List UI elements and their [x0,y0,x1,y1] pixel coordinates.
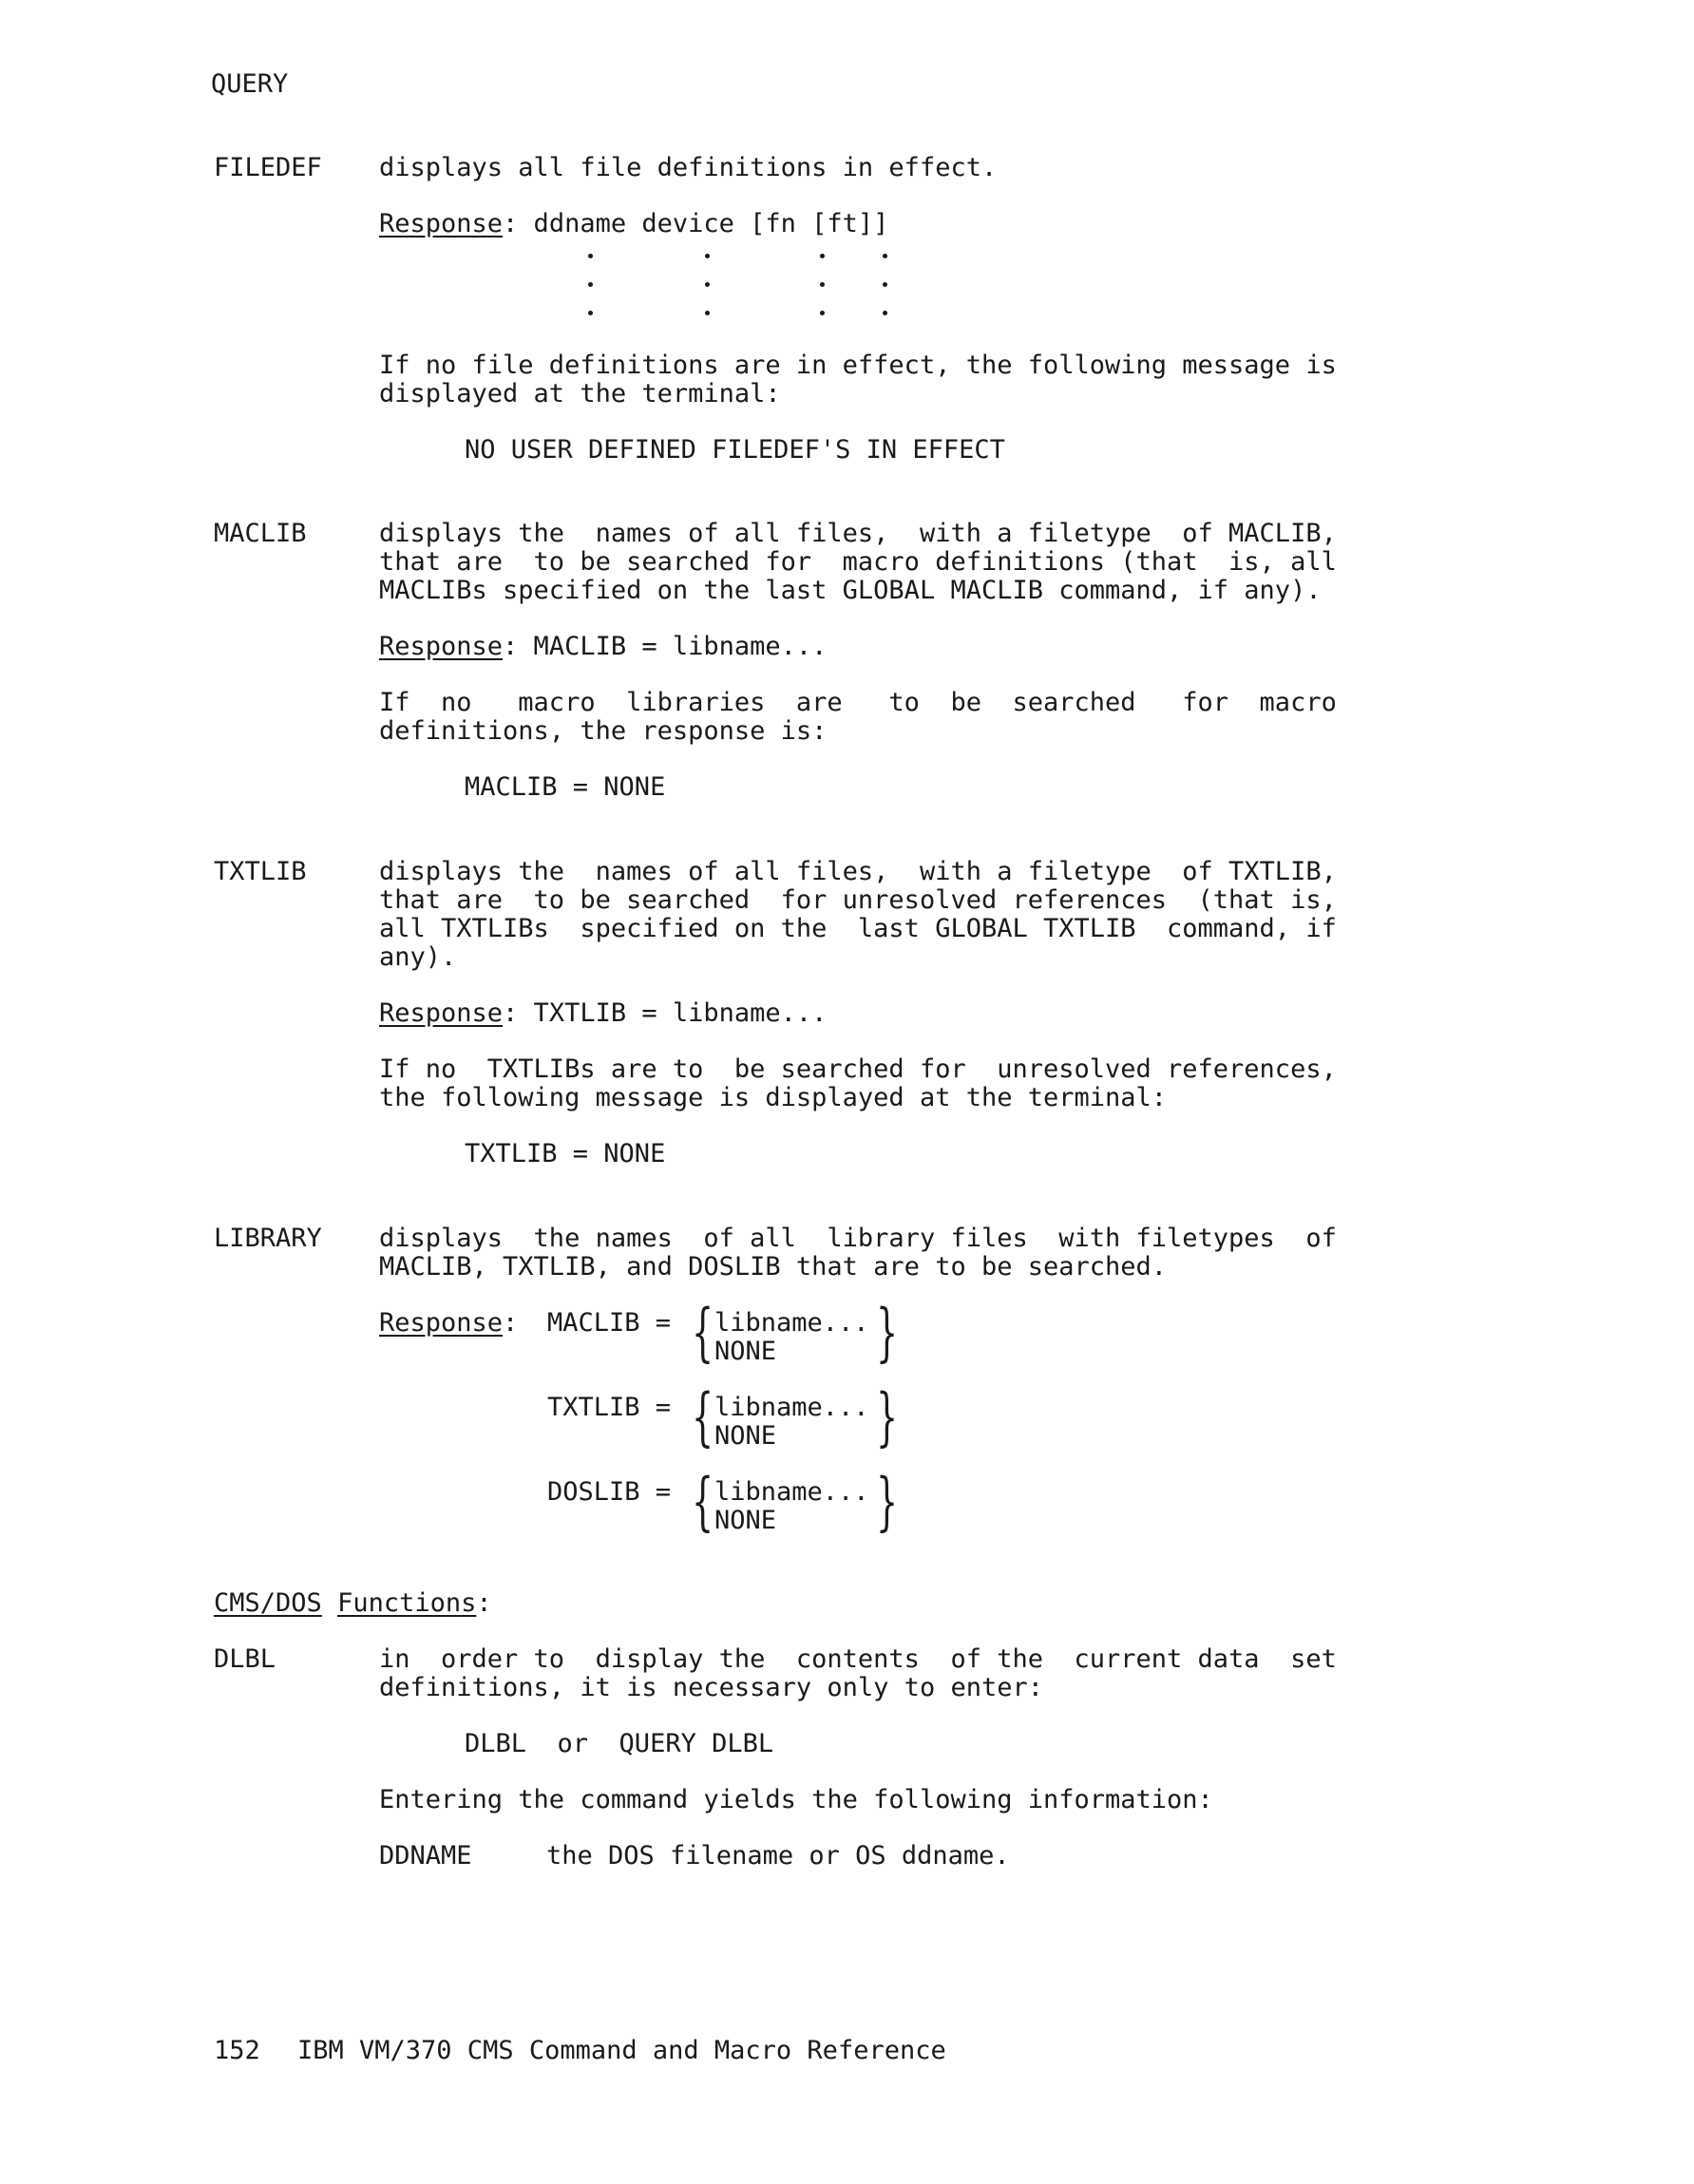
filedef-response [379,210,888,238]
txtlib-desc-line2: that are to be searched for unresolved references (that is, [379,885,1337,915]
dot [883,254,887,258]
maclib-none-line1: If no macro libraries are to be searched for macro [379,688,1337,717]
dlbl-yields: Entering the command yields the following information: [379,1785,1213,1814]
response-label: Response [379,209,504,238]
right-brace: } [876,1465,899,1538]
dlbl-desc-line1: in order to display the contents of the current data set [379,1644,1337,1674]
library-response-label [379,1309,518,1338]
response-text: : ddname device [fn [ft]] [503,209,889,238]
right-brace: } [876,1380,899,1453]
library-desc-line1: displays the names of all library files with filetypes of [379,1224,1337,1253]
page-number: 152 [214,2036,260,2065]
response-label: Response [379,1308,504,1338]
library-row-name: MACLIB = [547,1308,672,1338]
filedef-description: displays all file definitions in effect. [379,153,998,182]
maclib-none-line2: definitions, the response is: [379,716,828,746]
heading-part: CMS/DOS [214,1588,322,1618]
maclib-none-value: MACLIB = NONE [465,772,666,802]
heading-part: Functions [337,1588,477,1618]
filedef-nodef-line2: displayed at the terminal: [379,379,781,408]
dot [705,311,710,315]
maclib-desc-line1: displays the names of all files, with a filetype of MACLIB, [379,519,1337,548]
library-row-name: TXTLIB = [547,1393,672,1422]
right-brace: } [876,1296,899,1369]
term-library: LIBRARY [214,1224,322,1253]
response-label: Response [379,632,504,661]
library-row-option: NONE [714,1337,777,1366]
response-colon: : [503,1308,519,1338]
filedef-message: NO USER DEFINED FILEDEF'S IN EFFECT [465,435,1005,465]
dot [588,254,593,258]
dlbl-command: DLBL or QUERY DLBL [465,1729,774,1758]
dot [705,254,710,258]
txtlib-desc-line1: displays the names of all files, with a filetype of TXTLIB, [379,857,1337,886]
library-row-option: libname... [714,1308,869,1338]
book-title: IBM VM/370 CMS Command and Macro Reference [297,2036,946,2065]
txtlib-none-line1: If no TXTLIBs are to be searched for unresolved references, [379,1054,1337,1084]
txtlib-desc-line4: any). [379,942,457,972]
dot [820,282,825,287]
txtlib-response [379,999,827,1028]
txtlib-none-line2: the following message is displayed at the terminal: [379,1083,1168,1112]
heading-colon: : [476,1588,492,1618]
term-txtlib: TXTLIB [214,857,307,886]
library-desc-line2: MACLIB, TXTLIB, and DOSLIB that are to be searched. [379,1252,1168,1282]
dot [820,254,825,258]
maclib-response [379,633,827,661]
section-heading-cmsdos [214,1589,492,1618]
txtlib-none-value: TXTLIB = NONE [465,1139,666,1168]
running-head: QUERY [211,69,289,99]
library-row-option: NONE [714,1506,777,1535]
subterm-ddname-desc: the DOS filename or OS ddname. [546,1841,1010,1871]
term-filedef: FILEDEF [214,153,322,182]
dot [588,311,593,315]
library-row-option: libname... [714,1393,869,1422]
response-text: : MACLIB = libname... [503,632,828,661]
maclib-desc-line3: MACLIBs specified on the last GLOBAL MACLIB command, if any). [379,576,1322,605]
left-brace: { [692,1380,714,1453]
subterm-ddname: DDNAME [379,1841,472,1871]
dot [588,282,593,287]
dot [705,282,710,287]
term-dlbl: DLBL [214,1644,276,1674]
dot [883,311,887,315]
txtlib-desc-line3: all TXTLIBs specified on the last GLOBAL TXTLIB command, if [379,914,1337,943]
term-maclib: MACLIB [214,519,307,548]
left-brace: { [692,1465,714,1538]
library-row-option: NONE [714,1421,777,1451]
dlbl-desc-line2: definitions, it is necessary only to enter: [379,1673,1043,1702]
library-row-option: libname... [714,1477,869,1507]
library-row-name: DOSLIB = [547,1477,672,1507]
dot [883,282,887,287]
left-brace: { [692,1296,714,1369]
response-label: Response [379,998,504,1028]
maclib-desc-line2: that are to be searched for macro definitions (that is, all [379,547,1337,577]
dot [820,311,825,315]
response-text: : TXTLIB = libname... [503,998,828,1028]
filedef-nodef-line1: If no file definitions are in effect, the following message is [379,351,1337,380]
